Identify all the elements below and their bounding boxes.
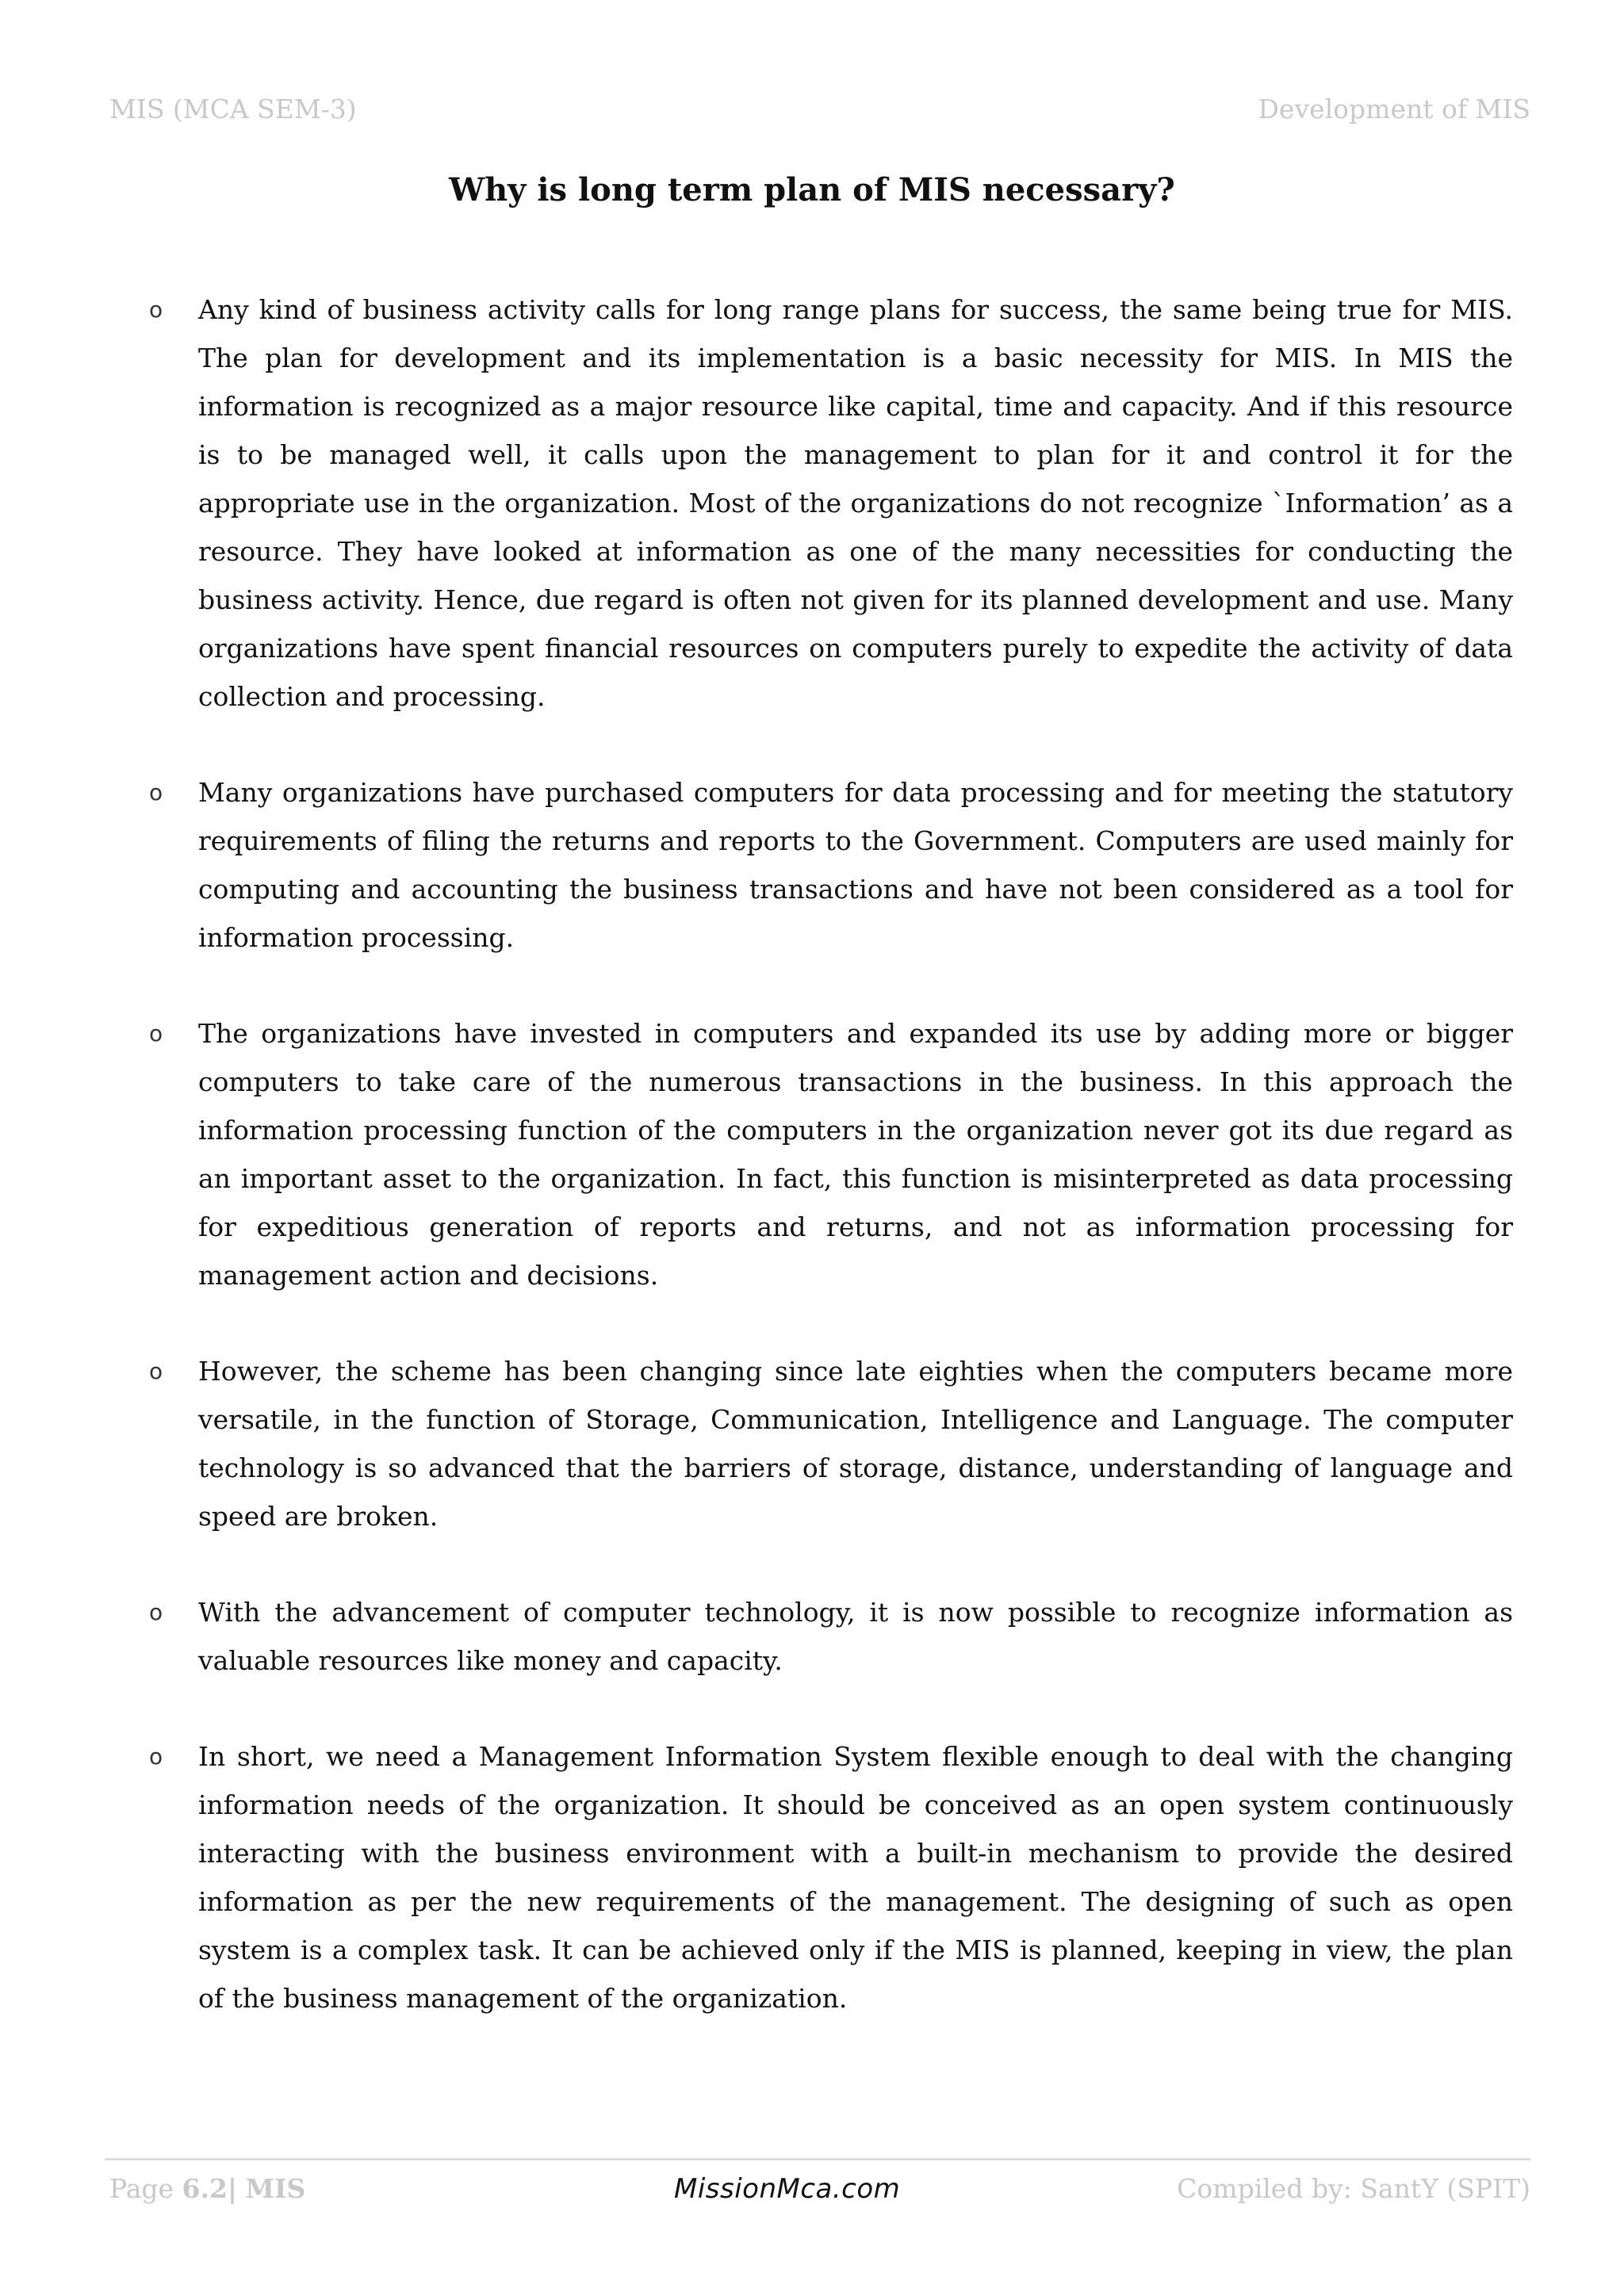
bullet-marker-icon: o: [149, 1358, 163, 1384]
footer-separator: |: [227, 2173, 237, 2204]
list-item: [149, 1009, 1513, 1299]
paragraph-text: In short, we need a Management Information System flexible enough to deal with the changing information needs of the organization. It should be conceived as an open system continuously interacting with the business environment with a built-in mechanism to provide the desired information as per the new requirements of the management. The designing of such as open system is a complex task. It can be achieved only if the MIS is planned, keeping in view, the plan of the business management of the organization.: [198, 1741, 1513, 2014]
list-item: [149, 1588, 1513, 1685]
list-item: [149, 285, 1513, 721]
compiled-by: Compiled by: SantY (SPIT): [1177, 2173, 1530, 2204]
page-number-label: [109, 2173, 305, 2204]
header-course: MIS (MCA SEM-3): [109, 94, 357, 124]
bullet-marker-icon: o: [149, 1020, 163, 1047]
paragraph-text: The organizations have invested in computers and expanded its use by adding more or bigger computers to take care of the numerous transactions in the business. In this approach the information processing function of the computers in the organization never got its due regard as an important asset to the organization. In fact, this function is misinterpreted as data processing for expeditious generation of reports and returns, and not as information processing for management action and decisions.: [198, 1018, 1513, 1291]
paragraph-text: With the advancement of computer technology, it is now possible to recognize information as valuable resources like money and capacity.: [198, 1597, 1513, 1676]
bullet-marker-icon: o: [149, 779, 163, 806]
paragraph-text: Many organizations have purchased computers for data processing and for meeting the statutory requirements of filing the returns and reports to the Government. Computers are used mainly for computing and accounting the business transactions and have not been considered as a tool for information processing.: [198, 777, 1513, 953]
page-prefix: Page: [109, 2173, 182, 2204]
page-title: Why is long term plan of MIS necessary?: [449, 171, 1175, 209]
site-logo: MissionMca.com: [674, 2173, 901, 2205]
list-item: [149, 768, 1513, 962]
paragraph-text: Any kind of business activity calls for long range plans for success, the same being true for MIS. The plan for development and its implementation is a basic necessity for MIS. In MIS the information is recognized as a major resource like capital, time and capacity. And if this resource is to be managed well, it calls upon the management to plan for it and control it for the appropriate use in the organization. Most of the organizations do not recognize `Information’ as a resource. They have looked at information as one of the many necessities for conducting the business activity. Hence, due regard is often not given for its planned development and use. Many organizations have spent financial resources on computers purely to expedite the activity of data collection and processing.: [198, 294, 1513, 712]
page-number: 6.2: [182, 2173, 228, 2204]
page-header: [109, 94, 1530, 133]
list-item: [149, 1347, 1513, 1540]
bullet-marker-icon: o: [149, 1599, 163, 1625]
bullet-list: [149, 285, 1513, 2070]
bullet-marker-icon: o: [149, 1743, 163, 1770]
page-footer: [105, 2158, 1530, 2224]
bullet-marker-icon: o: [149, 297, 163, 323]
header-chapter: Development of MIS: [1258, 94, 1530, 124]
list-item: [149, 1732, 1513, 2022]
paragraph-text: However, the scheme has been changing since late eighties when the computers became more versatile, in the function of Storage, Communication, Intelligence and Language. The computer technology is so advanced that the barriers of storage, distance, understanding of language and speed are broken.: [198, 1356, 1513, 1532]
footer-subject: MIS: [245, 2173, 306, 2204]
